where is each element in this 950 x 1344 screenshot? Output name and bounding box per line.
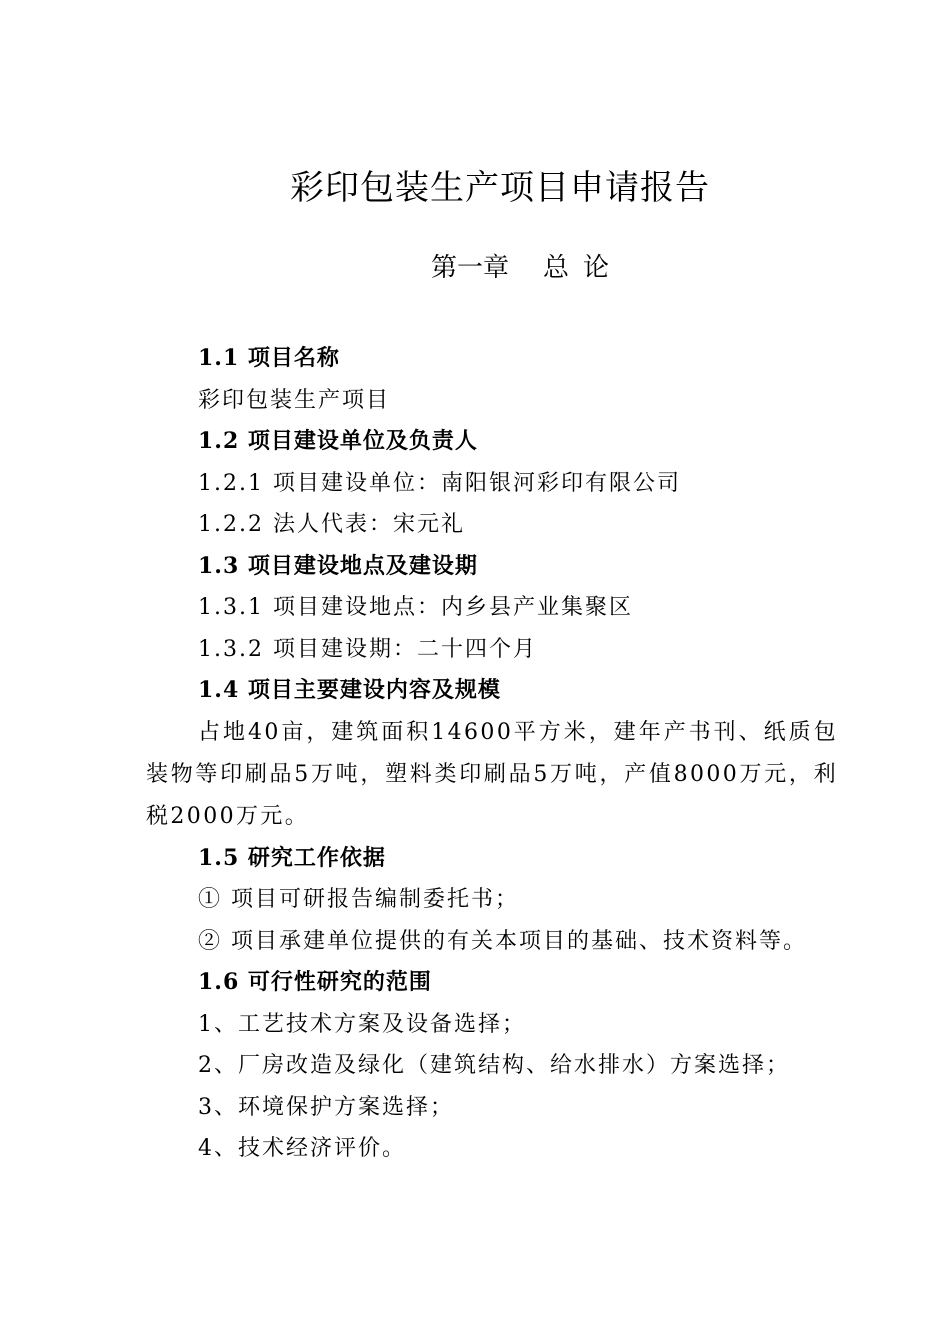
chapter-title [0,250,950,286]
section-paragraph-1-4: 占地40亩，建筑面积14600平方米，建年产书刊、纸质包装物等印刷品5万吨，塑料类印刷品5万吨，产值8000万元，利税2000万元。 [146,719,838,829]
section-heading-1-3: 1.3 项目建设地点及建设期 [198,552,478,579]
section-item-1-2-2: 1.2.2 法人代表：宋元礼 [198,512,465,537]
section-heading-1-6: 1.6 可行性研究的范围 [198,969,432,995]
section-item-1-6-1: 1、工艺技术方案及设备选择； [198,1011,526,1037]
chapter-label: 第一章 [430,253,509,283]
chapter-word-2: 论 [583,253,610,283]
document-title: 彩印包装生产项目申请报告 [290,168,710,208]
section-heading-1-1: 1.1 项目名称 [198,345,340,371]
chapter-word-1: 总 [542,253,569,283]
section-item-1-5-1: ① 项目可研报告编制委托书； [198,887,519,912]
section-heading-1-4: 1.4 项目主要建设内容及规模 [198,677,501,703]
section-item-1-6-4: 4、技术经济评价。 [198,1136,406,1161]
section-heading-1-2: 1.2 项目建设单位及负责人 [198,428,478,454]
section-text-1-1: 彩印包装生产项目 [198,387,391,413]
section-item-1-6-3: 3、环境保护方案选择； [198,1094,454,1120]
section-heading-1-5: 1.5 研究工作依据 [198,844,386,871]
document-body [146,338,838,1170]
section-item-1-2-1: 1.2.1 项目建设单位：南阳银河彩印有限公司 [198,470,681,496]
section-item-1-3-2: 1.3.2 项目建设期：二十四个月 [198,636,537,662]
section-item-1-6-2: 2、厂房改造及绿化（建筑结构、给水排水）方案选择； [198,1053,790,1078]
section-item-1-5-2: ② 项目承建单位提供的有关本项目的基础、技术资料等。 [198,928,807,954]
section-item-1-3-1: 1.3.1 项目建设地点：内乡县产业集聚区 [198,595,633,620]
